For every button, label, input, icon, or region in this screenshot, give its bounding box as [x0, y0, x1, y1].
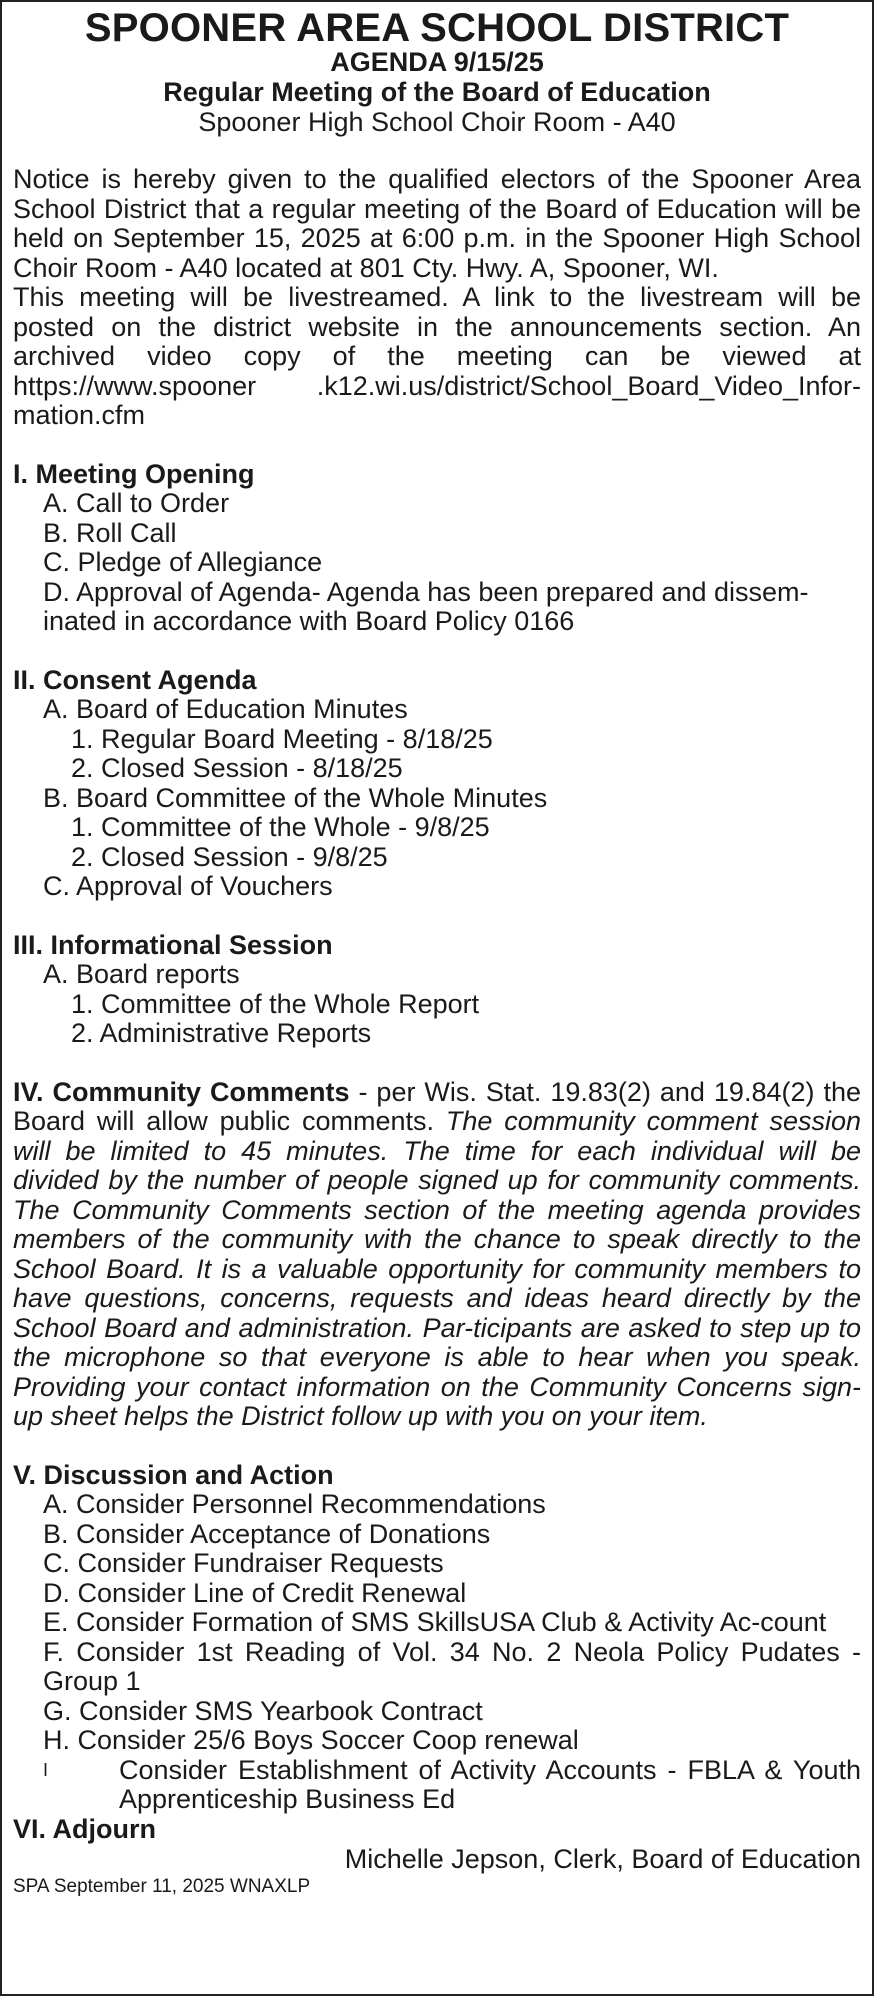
publication-line: SPA September 11, 2025 WNAXLP: [13, 1876, 311, 1897]
section-consent-agenda: [13, 666, 861, 902]
section-title: III. Informational Session: [13, 929, 333, 960]
agenda-item: F. Consider 1st Reading of Vol. 34 No. 2 Neola Policy Pudates - Group 1: [43, 1636, 861, 1696]
agenda-item: E. Consider Formation of SMS SkillsUSA Club & Activity Ac-count: [43, 1607, 827, 1637]
section-title: II. Consent Agenda: [13, 664, 257, 695]
agenda-item: H. Consider 25/6 Boys Soccer Coop renewal: [43, 1725, 579, 1755]
comments-guidelines: The community comment session will be limited to 45 minutes. The time for each individual will be divided by the number of people signed up for community comments. The Community Comments section of the meeting agenda provides members of the community with the chance to speak directly to the School Board. It is a valuable opportunity for community members to have questions, concerns, requests and ideas heard directly by the School Board and administration. Par-ticipants are asked to step up to the microphone so that everyone is able to hear when you speak. Providing your contact information on the Community Concerns sign-up sheet helps the District follow up with you on your item.: [13, 1106, 861, 1431]
agenda-item: D. Consider Line of Credit Renewal: [43, 1577, 467, 1608]
section-title: IV. Community Comments: [13, 1076, 350, 1107]
agenda-subitem: 2. Closed Session - 9/8/25: [71, 841, 388, 872]
comments-statute: - per Wis. Stat. 19.83(2) and 19.84(2) the Board will allow public comments.: [13, 1076, 861, 1136]
agenda-item: B. Consider Acceptance of Donations: [43, 1518, 491, 1549]
livestream-paragraph: This meeting will be livestreamed. A link to the livestream will be posted on the district website in the announcements section. An archived video copy of the meeting can be viewed at https://www.spooner .k12.wi.us/district/School_Board_Video_Infor-mation.cfm: [13, 282, 861, 430]
section-informational-session: [13, 931, 861, 1049]
section-adjourn: VI. Adjourn: [13, 1813, 156, 1844]
meeting-type: Regular Meeting of the Board of Education: [163, 77, 711, 107]
clerk-signature: Michelle Jepson, Clerk, Board of Education: [344, 1844, 861, 1874]
district-name: SPOONER AREA SCHOOL DISTRICT: [84, 6, 790, 50]
agenda-subitem: 1. Regular Board Meeting - 8/18/25: [71, 723, 493, 754]
notice-paragraph: Notice is hereby given to the qualified electors of the Spooner Area School District that a regular meeting of the Board of Education will be held on September 15, 2025 at 6:00 p.m. in the Spooner High School Choir Room - A40 located at 801 Cty. Hwy. A, Spooner, WI.: [13, 164, 861, 283]
agenda-date: AGENDA 9/15/25: [330, 47, 544, 77]
agenda-item: C. Pledge of Allegiance: [43, 547, 323, 577]
meeting-room: Spooner High School Choir Room - A40: [198, 107, 676, 137]
agenda-subitem: 1. Committee of the Whole Report: [71, 988, 480, 1019]
section-community-comments: [13, 1078, 861, 1432]
agenda-item: B. Board Committee of the Whole Minutes: [43, 782, 548, 813]
section-meeting-opening: [13, 460, 861, 637]
section-discussion-action: [13, 1461, 861, 1815]
agenda-item: C. Consider Fundraiser Requests: [43, 1548, 444, 1578]
agenda-item: A. Call to Order: [43, 488, 230, 518]
section-title: V. Discussion and Action: [13, 1459, 334, 1490]
agenda-item: [13, 1756, 861, 1815]
agenda-item-text: Consider Establishment of Activity Accounts - FBLA & Youth Apprenticeship Business Ed: [119, 1754, 861, 1814]
item-marker: I: [43, 1759, 49, 1780]
agenda-subitem: 2. Administrative Reports: [71, 1018, 372, 1048]
agenda-item: G. Consider SMS Yearbook Contract: [43, 1695, 483, 1726]
section-title: I. Meeting Opening: [13, 458, 255, 489]
agenda-item: A. Board of Education Minutes: [43, 694, 408, 724]
agenda-item: A. Consider Personnel Recommendations: [43, 1489, 546, 1519]
agenda-item: C. Approval of Vouchers: [43, 871, 333, 901]
agenda-item: D. Approval of Agenda- Agenda has been prepared and dissem-inated in accordance with Board Policy 0166: [43, 576, 809, 636]
agenda-item: B. Roll Call: [43, 517, 177, 548]
agenda-subitem: 2. Closed Session - 8/18/25: [71, 753, 403, 783]
agenda-item: A. Board reports: [43, 959, 240, 989]
agenda-subitem: 1. Committee of the Whole - 9/8/25: [71, 812, 490, 842]
